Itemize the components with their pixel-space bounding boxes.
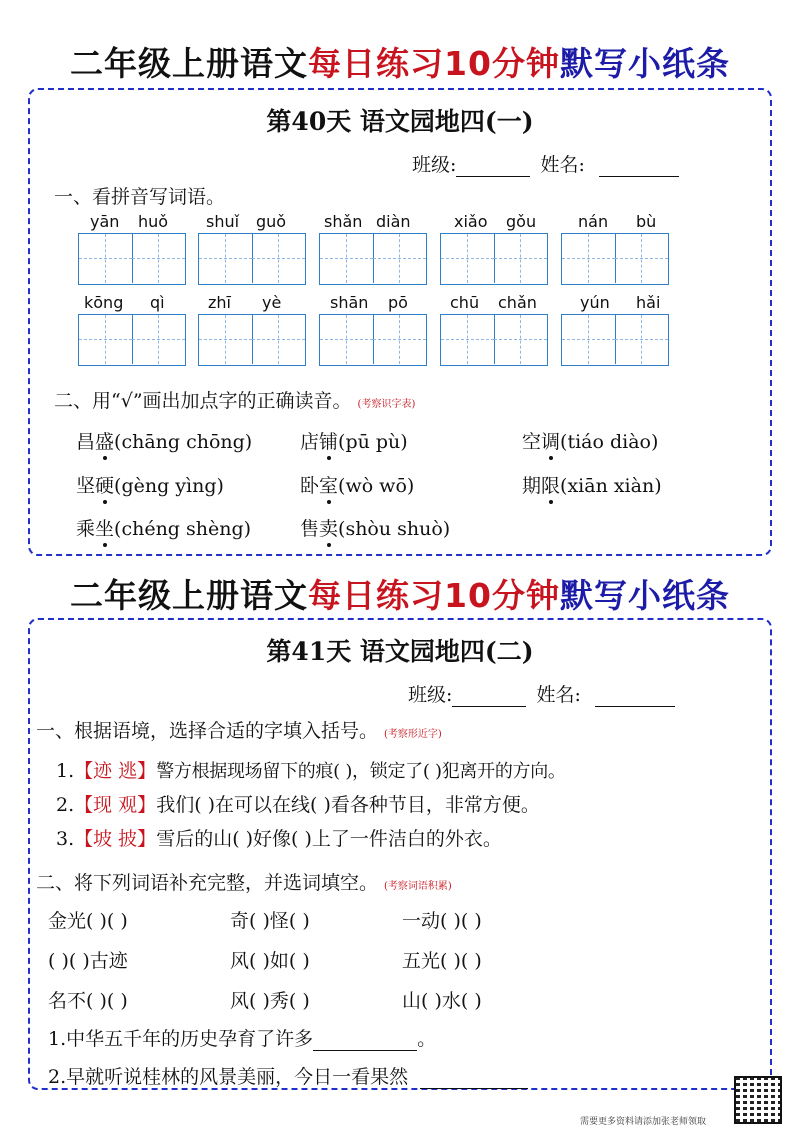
name-blank[interactable] — [595, 688, 675, 707]
name-label: 姓名: — [540, 154, 585, 176]
pinyin-4a: xiǎo — [454, 212, 488, 231]
footer-text: 需要更多资料请添加张老师领取 — [580, 1117, 707, 1127]
tianzige-box[interactable] — [440, 314, 548, 366]
tianzige-box[interactable] — [198, 314, 306, 366]
idiom-item[interactable]: 奇( )怪( ) — [230, 910, 310, 932]
pinyin-9b: chǎn — [498, 293, 537, 312]
tianzige-box[interactable] — [198, 233, 306, 285]
page-header-bottom — [0, 570, 800, 617]
reading-item[interactable] — [522, 427, 658, 454]
dotted-char: 硬 — [95, 475, 115, 497]
pinyin-2a: shuǐ — [206, 212, 240, 231]
fill-sentence-1[interactable] — [48, 1024, 436, 1051]
question-text: 雪后的山( )好像( )上了一件洁白的外衣。 — [156, 828, 502, 850]
pinyin-7b: yè — [262, 293, 282, 312]
day41-section1-title — [36, 716, 442, 743]
question-2[interactable] — [56, 790, 540, 817]
fill-text: 1.中华五千年的历史孕育了许多 — [48, 1028, 314, 1050]
dotted-char: 盛 — [95, 431, 115, 453]
fill-blank[interactable] — [420, 1070, 528, 1089]
day40-section2-title — [54, 386, 415, 413]
reading-options: (xiān xiàn) — [560, 475, 662, 497]
day41-title: 第41天 语文园地四(二) — [266, 637, 534, 666]
dotted-char: 调 — [541, 431, 561, 453]
pinyin-7a: zhī — [208, 293, 231, 312]
choice-bracket: 【坡 披】 — [74, 828, 157, 850]
tianzige-box[interactable] — [440, 233, 548, 285]
class-blank[interactable] — [456, 158, 530, 177]
dotted-char: 坐 — [95, 518, 115, 540]
fill-sentence-2[interactable] — [48, 1062, 528, 1089]
dotted-char: 限 — [541, 475, 561, 497]
reading-item[interactable] — [300, 514, 450, 541]
class-label: 班级: — [408, 684, 453, 706]
header-part2: 每日练习10分钟 — [308, 576, 560, 615]
dotted-char: 铺 — [319, 431, 339, 453]
pinyin-3b: diàn — [376, 212, 411, 231]
tianzige-box[interactable] — [78, 314, 186, 366]
section2-text: 二、将下列词语补充完整，并选词填空。 — [36, 872, 379, 894]
reading-options: (gèng yìng) — [114, 475, 224, 497]
reading-word: 坚 — [76, 475, 96, 497]
question-1[interactable] — [56, 756, 566, 783]
reading-word: 售 — [300, 518, 320, 540]
idiom-item[interactable]: 风( )如( ) — [230, 950, 310, 972]
idiom-item[interactable]: 一动( )( ) — [402, 910, 482, 932]
name-blank[interactable] — [599, 158, 679, 177]
dotted-char: 卖 — [319, 518, 339, 540]
pinyin-1b: huǒ — [138, 212, 169, 231]
reading-word: 空 — [522, 431, 542, 453]
question-3[interactable] — [56, 824, 502, 851]
pinyin-4b: gǒu — [506, 212, 537, 231]
choice-bracket: 【现 观】 — [74, 794, 157, 816]
idiom-item[interactable]: 山( )水( ) — [402, 990, 482, 1012]
name-label: 姓名: — [536, 684, 581, 706]
question-number: 3. — [56, 828, 75, 850]
reading-options: (wò wō) — [338, 475, 415, 497]
pinyin-6b: qì — [150, 293, 165, 312]
pinyin-9a: chū — [450, 293, 480, 312]
reading-item[interactable] — [76, 514, 251, 541]
idiom-item[interactable]: ( )( )古迹 — [48, 950, 128, 972]
fill-text: 2.早就听说桂林的风景美丽，今日一看果然 — [48, 1066, 409, 1088]
pinyin-6a: kōng — [84, 293, 124, 312]
pinyin-3a: shǎn — [324, 212, 363, 231]
idiom-item[interactable]: 名不( )( ) — [48, 990, 128, 1012]
pinyin-5b: bù — [636, 212, 657, 231]
section2-text: 二、用“√”画出加点字的正确读音。 — [54, 390, 352, 412]
reading-options: (pū pù) — [338, 431, 408, 453]
pinyin-10a: yún — [580, 293, 610, 312]
pinyin-2b: guǒ — [256, 212, 287, 231]
reading-options: (chéng shèng) — [114, 518, 252, 540]
pinyin-8b: pō — [388, 293, 408, 312]
day41-class-name-row — [408, 680, 675, 707]
page-header-top — [0, 38, 800, 85]
day40-section1-title: 一、看拼音写词语。 — [54, 186, 226, 208]
reading-item[interactable] — [76, 427, 252, 454]
tianzige-box[interactable] — [561, 233, 669, 285]
question-text: 我们( )在可以在线( )看各种节目，非常方便。 — [156, 794, 540, 816]
header-part3: 默写小纸条 — [559, 44, 730, 83]
idiom-item[interactable]: 五光( )( ) — [402, 950, 482, 972]
tianzige-box[interactable] — [319, 233, 427, 285]
reading-word: 昌 — [76, 431, 96, 453]
class-label: 班级: — [412, 154, 457, 176]
pinyin-8a: shān — [330, 293, 369, 312]
day41-section2-title — [36, 868, 452, 895]
choice-bracket: 【迹 逃】 — [74, 760, 157, 782]
idiom-item[interactable]: 风( )秀( ) — [230, 990, 310, 1012]
fill-blank[interactable] — [313, 1032, 417, 1051]
reading-options: (shòu shuò) — [338, 518, 451, 540]
question-text: 警方根据现场留下的痕( )，锁定了( )犯离开的方向。 — [156, 761, 566, 782]
class-blank[interactable] — [452, 688, 526, 707]
reading-word: 店 — [300, 431, 320, 453]
section2-note: (考察识字表) — [357, 398, 416, 410]
reading-word: 卧 — [300, 475, 320, 497]
header-part3: 默写小纸条 — [559, 576, 730, 615]
day40-class-name-row — [412, 150, 679, 177]
section1-text: 一、根据语境，选择合适的字填入括号。 — [36, 720, 379, 742]
header-part1: 二年级上册语文 — [70, 576, 309, 615]
dotted-char: 室 — [319, 475, 339, 497]
section1-note: (考察形近字) — [384, 728, 442, 740]
fill-end: 。 — [417, 1028, 437, 1050]
reading-item[interactable] — [300, 471, 414, 498]
day40-title: 第40天 语文园地四(一) — [266, 107, 534, 136]
reading-item[interactable] — [522, 471, 662, 498]
tianzige-box[interactable] — [319, 314, 427, 366]
pinyin-5a: nán — [578, 212, 609, 231]
pinyin-10b: hǎi — [636, 293, 661, 312]
reading-item[interactable] — [300, 427, 408, 454]
idiom-item[interactable]: 金光( )( ) — [48, 910, 128, 932]
reading-options: (tiáo diào) — [560, 431, 659, 453]
section2-note: (考察词语积累) — [384, 880, 452, 892]
tianzige-box[interactable] — [561, 314, 669, 366]
reading-options: (chāng chōng) — [114, 431, 253, 453]
qr-code-icon — [734, 1076, 782, 1124]
pinyin-1a: yān — [90, 212, 120, 231]
header-part1: 二年级上册语文 — [70, 44, 309, 83]
question-number: 2. — [56, 794, 75, 816]
reading-word: 期 — [522, 475, 542, 497]
question-number: 1. — [56, 760, 75, 782]
reading-word: 乘 — [76, 518, 96, 540]
tianzige-box[interactable] — [78, 233, 186, 285]
reading-item[interactable] — [76, 471, 224, 498]
header-part2: 每日练习10分钟 — [308, 44, 560, 83]
